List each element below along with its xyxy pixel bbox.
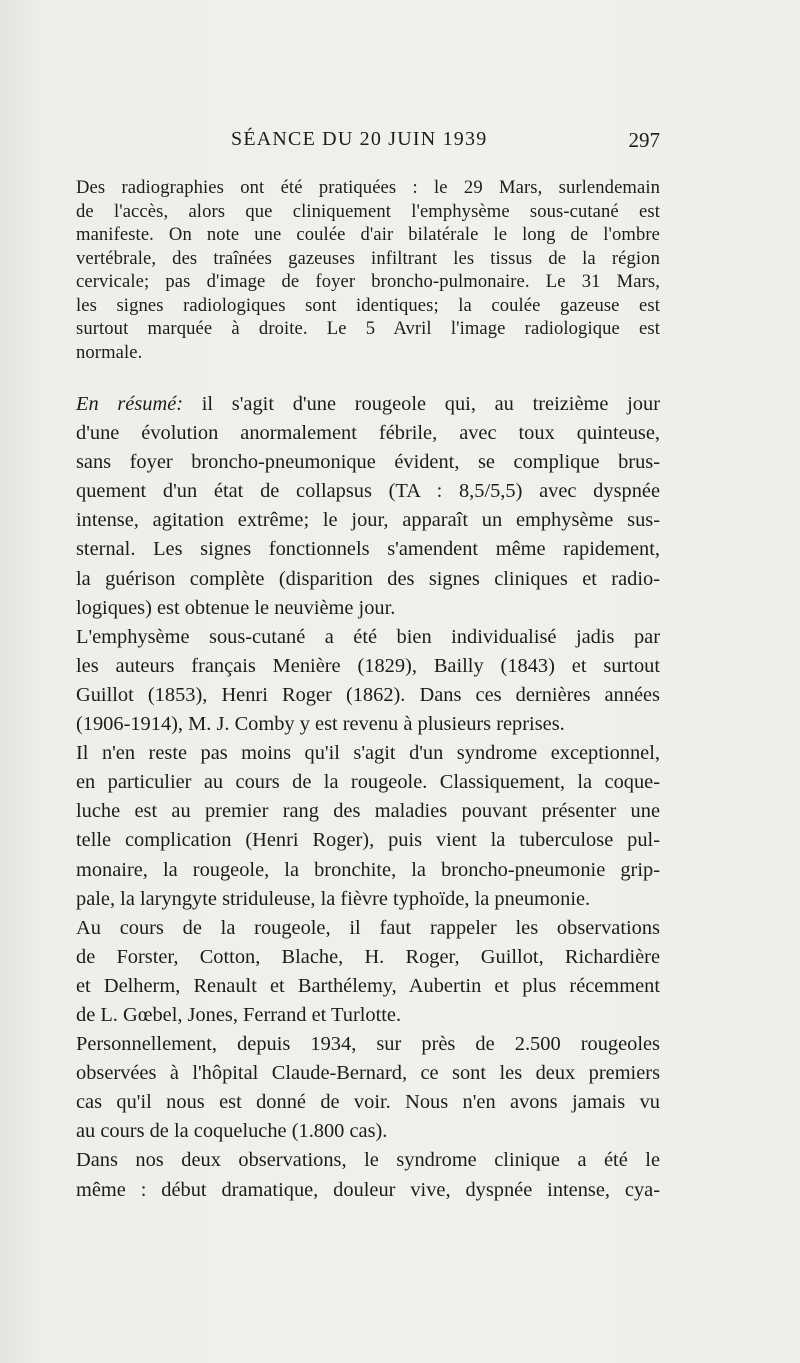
text-line: sans foyer broncho-pneumonique évident, se complique brus- — [76, 451, 660, 474]
body-text — [76, 176, 660, 1205]
running-head: SÉANCE DU 20 JUIN 1939 — [231, 128, 488, 150]
text-line: Guillot (1853), Henri Roger (1862). Dans ces dernières années — [76, 683, 660, 706]
text-line: les signes radiologiques sont identiques; la coulée gazeuse est — [76, 294, 660, 316]
text-line: telle complication (Henri Roger), puis vient la tuberculose pul- — [76, 829, 660, 852]
text-line: les auteurs français Menière (1829), Bailly (1843) et surtout — [76, 654, 660, 677]
text-line — [76, 390, 660, 419]
text-line: surtout marquée à droite. Le 5 Avril l'image radiologique est — [76, 318, 660, 339]
text-line: la guérison complète (disparition des signes cliniques et radio- — [76, 567, 660, 590]
text-line: luche est au premier rang des maladies pouvant présenter une — [76, 800, 660, 823]
paragraph-exceptional — [76, 739, 660, 914]
summary-lead: En résumé: — [76, 393, 184, 415]
text-line: au cours de la coqueluche (1.800 cas). — [76, 1120, 388, 1143]
text-line: d'une évolution anormalement fébrile, avec toux quinteuse, — [76, 422, 660, 445]
text-line: observées à l'hôpital Claude-Bernard, ce sont les deux premiers — [76, 1062, 660, 1085]
text-line: vertébrale, des traînées gazeuses infiltrant les tissus de la région — [76, 247, 660, 269]
paragraph-observations — [76, 914, 660, 1030]
text-line: sternal. Les signes fonctionnels s'amendent même rapidement, — [76, 538, 660, 561]
text-line: manifeste. On note une coulée d'air bilatérale le long de l'ombre — [76, 224, 660, 245]
text-line: L'emphysème sous-cutané a été bien individualisé jadis par — [76, 625, 660, 648]
text-line: Au cours de la rougeole, il faut rappeler les observations — [76, 916, 660, 939]
text-line: logiques) est obtenue le neuvième jour. — [76, 596, 396, 619]
text-line: Personnellement, depuis 1934, sur près de 2.500 rougeoles — [76, 1033, 660, 1056]
text-line: même : début dramatique, douleur vive, dyspnée intense, cya- — [76, 1178, 660, 1201]
text-line: Des radiographies ont été pratiquées : le 29 Mars, surlendemain — [76, 177, 660, 198]
page-number: 297 — [628, 128, 660, 152]
text-line: (1906-1914), M. J. Comby y est revenu à plusieurs reprises. — [76, 713, 565, 736]
paragraph-radiographs — [76, 176, 660, 364]
text-line: de Forster, Cotton, Blache, H. Roger, Guillot, Richardière — [76, 945, 660, 968]
text-line: cervicale; pas d'image de foyer broncho-pulmonaire. Le 31 Mars, — [76, 271, 660, 292]
summary-first-line: il s'agit d'une rougeole qui, au treizième jour — [201, 393, 660, 415]
paragraph-summary — [76, 390, 660, 623]
text-line: Dans nos deux observations, le syndrome clinique a été le — [76, 1149, 660, 1172]
text-line: et Delherm, Renault et Barthélemy, Aubertin et plus récemment — [76, 974, 660, 997]
text-line: normale. — [76, 341, 143, 363]
text-line: monaire, la rougeole, la bronchite, la broncho-pneumonie grip- — [76, 858, 660, 881]
paragraph-clinical — [76, 1146, 660, 1204]
text-line: intense, agitation extrême; le jour, apparaît un emphysème sus- — [76, 509, 660, 532]
text-line: de l'accès, alors que cliniquement l'emphysème sous-cutané est — [76, 200, 660, 222]
text-line: pale, la laryngyte striduleuse, la fièvre typhoïde, la pneumonie. — [76, 887, 591, 910]
paragraph-history — [76, 623, 660, 739]
text-line: cas qu'il nous est donné de voir. Nous n'en avons jamais vu — [76, 1091, 660, 1114]
paragraph-personal — [76, 1030, 660, 1146]
text-line: en particulier au cours de la rougeole. Classiquement, la coque- — [76, 771, 660, 794]
text-line: de L. Gœbel, Jones, Ferrand et Turlotte. — [76, 1003, 402, 1026]
page-header — [76, 128, 660, 158]
text-line: quement d'un état de collapsus (TA : 8,5/5,5) avec dyspnée — [76, 480, 660, 503]
text-line: Il n'en reste pas moins qu'il s'agit d'un syndrome exceptionnel, — [76, 742, 660, 765]
section-gap — [76, 364, 660, 390]
